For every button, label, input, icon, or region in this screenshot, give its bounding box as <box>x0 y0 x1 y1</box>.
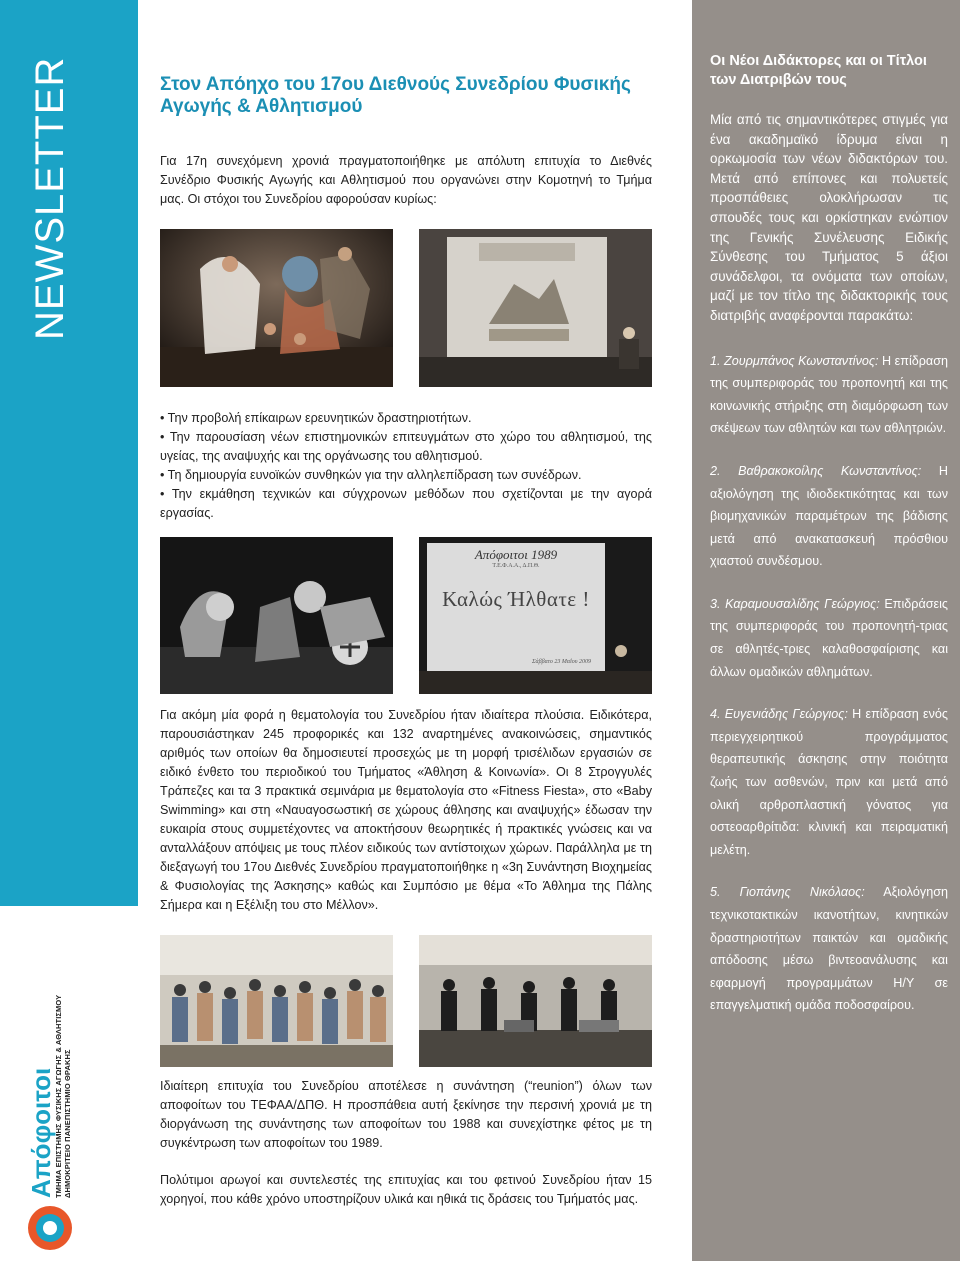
apofoitoi-logo <box>28 950 73 1250</box>
doctorate-name: 5. Γιοπάνης Νικόλαος: <box>710 885 865 900</box>
reunion-paragraph: Ιδιαίτερη επιτυχία του Συνεδρίου αποτέλεσε η συνάντηση (“reunion”) όλων των αποφοίτων του ΤΕΦΑΑ/ΔΠΘ. Η προσπάθεια αυτή ξεκίνησε την περσινή χρονιά με τη διοργάνωση της συνάντησης των αποφοίτων του 1988 και συνεχίστηκε φέτος με τη συγκέντρωση των αποφοίτων του 1989. <box>160 1078 652 1150</box>
doctorates-intro: Μία από τις σημαντικότερες στιγμές για ένα ακαδημαϊκό ίδρυμα είναι η ορκωμοσία των νέων διδακτόρων του. Μετά από επίπονες και πολυετείς προσπάθειες ολοκλήρωσαν τις σπουδές τους και ορκίστηκαν ενώπιον της Γενικής Συνέλευσης Ειδικής Σύνθεσης του Τμήματος 5 άξιοι συνάδελφοι, τα ονόματα των οποίων, μαζί με τον τίτλο της διδακτορικής τους διατριβής αναφέρονται παρακάτω: <box>710 112 948 323</box>
themes-paragraph: Για ακόμη μία φορά η θεματολογία του Συνεδρίου ήταν ιδιαίτερα πλούσια. Ειδικότερα, παρουσιάστηκαν 245 προφορικές και 132 αναρτημένες ανακοινώσεις, σημαντικός αριθμός των οποίων θα δημοσιευτεί προσεχώς με τη μορφή τρισέλιδων εργασιών σε ειδικό ένθετο του περιοδικού του Τμήματος «Άθληση & Κοινωνία». Οι 8 Στρογγυλές Τράπεζες και τα 3 πρακτικά σεμινάρια με θεματολογία στο «Fitness Fiesta», στο «Baby Swimming» και στη «Ναυαγοσωστική σε χώρους άθλησης και αναψυχής» έδωσαν την ευκαιρία στους συμμετέχοντες να αποκτήσουν θεωρητικές ή πρακτικές γνώσεις και να ανταλλάξουν απόψεις με τους πλέον ειδικούς των αντίστοιχων χώρων. Παράλληλα με τη διεξαγωγή του 17ου Διεθνές Συνεδρίου πραγματοποιήθηκε η «3η Συνάντηση Βιοχημείας & Φυσιολογίας της Άσκησης» καθώς και Συμπόσιο με θέμα «Το Άθλημα της Πάλης Σήμερα και η Εξέλιξη του στο Μέλλον». <box>160 707 652 912</box>
slide-heading: Απόφοιτοι 1989 <box>474 546 558 562</box>
doctorate-entry <box>710 460 948 573</box>
sponsors-paragraph: Πολύτιμοι αρωγοί και συντελεστές της επιτυχίας και του φετινού Συνεδρίου ήταν 15 χορηγοί, που κάθε χρόνο υποστηρίζουν υλικά και ηθικά τις δράσεις του Τμήματός μας. <box>160 1172 652 1206</box>
left-band <box>0 0 138 1261</box>
slide-sub: Τ.Ε.Φ.Α.Α., Δ.Π.Θ. <box>492 562 540 569</box>
doctorate-thesis: Η αξιολόγηση της ιδιοδεκτικότητας και των βιομηχανικών παραμέτρων της βάδισης μετά από ανακατασκευή πρόσθιου χιαστού συνδέσμου. <box>710 463 949 569</box>
goal-item: • Τη δημιουργία ευνοϊκών συνθηκών για την αλληλεπίδραση των συνέδρων. <box>160 467 582 482</box>
photo-row-3 <box>160 935 652 1067</box>
doctorate-name: 4. Ευγενιάδης Γεώργιος: <box>710 707 848 722</box>
band-concert-photo <box>419 935 652 1067</box>
goals-list <box>160 409 652 523</box>
article-title: Στον Απόηχο του 17ου Διεθνούς Συνεδρίου Φυσικής Αγωγής & Αθλητισμού <box>160 74 631 117</box>
doctorate-thesis: Αξιολόγηση τεχνικοτακτικών ικανοτήτων, κινητικών δραστηριοτήτων παικτών και ομαδικής απόδοσης μέσω βιντεοανάλυσης και εφαρμογή προγραμμάτων Η/Υ σε επαγγελματική ομάδα ποδοσφαίρου. <box>710 885 948 1013</box>
congress-stage-photo <box>419 229 652 387</box>
logo-emblem-icon <box>28 1206 72 1250</box>
doctorate-entry <box>710 593 948 683</box>
doctorates-title: Οι Νέοι Διδάκτορες και οι Τίτλοι των Διατριβών τους <box>710 53 927 88</box>
dance-performance-photo <box>160 229 393 387</box>
slide-welcome: Καλώς Ήλθατε ! <box>442 586 590 611</box>
doctorate-entry <box>710 881 948 1017</box>
logo-university: ΔΗΜΟΚΡΙΤΕΙΟ ΠΑΝΕΠΙΣΤΗΜΙΟ ΘΡΑΚΗΣ <box>63 1049 73 1198</box>
doctorate-name: 1. Ζουρμπάνος Κωνσταντίνος: <box>710 353 879 368</box>
goal-item: • Την παρουσίαση νέων επιστημονικών επιτευγμάτων στο χώρο του αθλητισμού, της υγείας, της αναψυχής και της οργάνωσης του αθλητισμού. <box>160 429 652 463</box>
intro-paragraph: Για 17η συνεχόμενη χρονιά πραγματοποιήθηκε με απόλυτη επιτυχία το Διεθνές Συνέδριο Φυσικής Αγωγής και Αθλητισμού που οργανώνει στην Κομοτηνή το Τμήμα μας. Οι στόχοι του Συνεδρίου αφορούσαν κυρίως: <box>160 153 652 206</box>
shields-dance-photo <box>160 537 393 694</box>
doctorate-thesis: Η επίδραση της συμπεριφοράς του προπονητή και της κοινωνικής στήριξης στη διαμόρφωση των σκέψεων των αθλητών και των αθλητριών. <box>710 353 948 436</box>
doctorate-thesis: Επιδράσεις της συμπεριφοράς του προπονητή-τριας σε αθλητές-τριες καλαθοσφαίρισης και άλλων ομαδικών αθλημάτων. <box>710 596 948 679</box>
doctorates-sidebar <box>692 0 960 1261</box>
doctorate-name: 3. Καραμουσαλίδης Γεώργιος: <box>710 596 880 611</box>
goal-item: • Την προβολή επίκαιρων ερευνητικών δραστηριοτήτων. <box>160 410 472 425</box>
reunion-crowd-photo <box>160 935 393 1067</box>
doctorate-entry <box>710 350 948 440</box>
doctorate-thesis: Η επίδραση ενός περιεγχειρητικού προγράμματος θεραπευτικής άσκησης στην ποιότητα ζωής των ασθενών, πριν και μετά από ολική αρθροπλαστική γόνατος για οστεοαρθρίτιδα: κλινική και πειραματική μελέτη. <box>710 707 948 857</box>
photo-row-2 <box>160 537 652 694</box>
logo-department: ΤΜΗΜΑ ΕΠΙΣΤΗΜΗΣ ΦΥΣΙΚΗΣ ΑΓΩΓΗΣ & ΑΘΛΗΤΙΣΜΟΥ <box>54 994 63 1198</box>
doctorate-name: 2. Βαθρακοκοίλης Κωνσταντίνος: <box>710 463 922 478</box>
goal-item: • Την εκμάθηση τεχνικών και σύγχρονων μεθόδων που σχετίζονται με την αγορά εργασίας. <box>160 486 652 520</box>
photo-row-1 <box>160 229 652 387</box>
slide-date: Σάββατο 23 Μαΐου 2009 <box>531 658 591 665</box>
projection-screen <box>427 543 605 671</box>
main-article <box>160 74 652 1209</box>
doctorate-entry <box>710 703 948 861</box>
logo-title: Απόφοιτοι <box>26 1067 56 1198</box>
welcome-slide-photo <box>419 537 652 694</box>
newsletter-label: NEWSLETTER <box>28 56 72 340</box>
